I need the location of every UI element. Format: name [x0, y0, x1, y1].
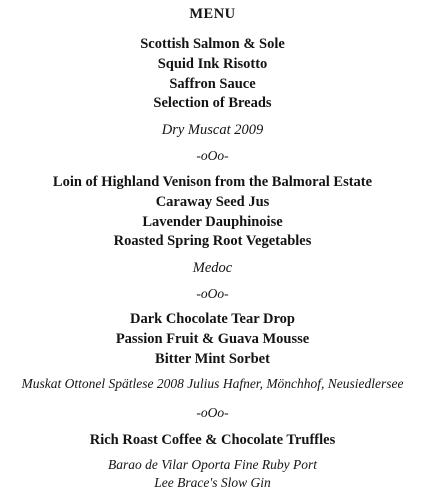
course1-dish-2: Squid Ink Risotto	[157, 56, 268, 72]
course2-dish-2: Caraway Seed Jus	[155, 194, 270, 210]
course2-wine: Medoc	[192, 260, 233, 276]
course1-dish-4: Selection of Breads	[153, 95, 272, 111]
course4-wine-1: Barao de Vilar Oporta Fine Ruby Port	[108, 457, 317, 472]
course2-dish-4: Roasted Spring Root Vegetables	[113, 233, 312, 249]
course3-dish-2: Passion Fruit & Guava Mousse	[115, 331, 310, 347]
separator-2: -oOo-	[196, 286, 229, 301]
separator-3: -oOo-	[196, 405, 229, 420]
course3-wine: Muskat Ottonel Spätlese 2008 Julius Hafner, Mönchhof, Neusiedlersee	[21, 376, 404, 391]
menu-title: MENU	[189, 6, 236, 22]
course4-wine-2: Lee Brace's Slow Gin	[154, 475, 271, 490]
course1-wine: Dry Muscat 2009	[161, 122, 264, 138]
course3-dish-1: Dark Chocolate Tear Drop	[129, 311, 295, 327]
separator-1: -oOo-	[196, 148, 229, 163]
course2-dish-3: Lavender Dauphinoise	[142, 214, 283, 230]
course1-dish-3: Saffron Sauce	[169, 76, 256, 92]
course3-dish-3: Bitter Mint Sorbet	[155, 351, 270, 367]
course4-dish-1: Rich Roast Coffee & Chocolate Truffles	[89, 432, 336, 448]
course1-dish-1: Scottish Salmon & Sole	[140, 36, 285, 52]
course2-dish-1: Loin of Highland Venison from the Balmoral Estate	[52, 174, 373, 190]
